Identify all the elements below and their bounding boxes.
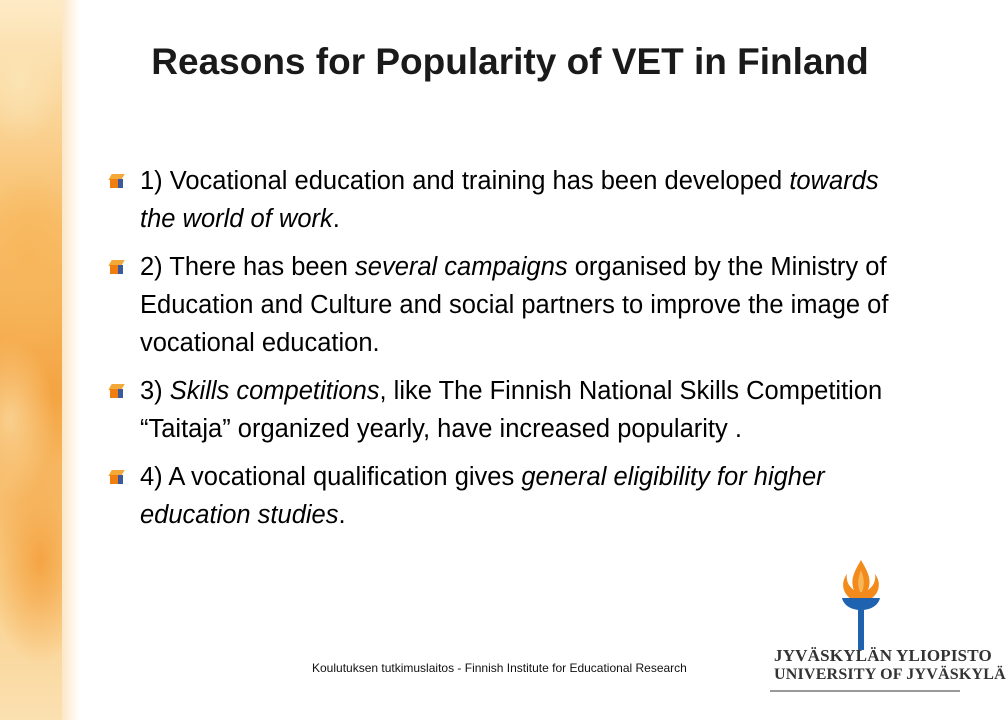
slide-title: Reasons for Popularity of VET in Finland: [151, 41, 869, 82]
bullet-emphasis: towards the world of work: [140, 167, 879, 233]
bullet-item-1: [110, 162, 910, 238]
cube-bullet-icon: [110, 174, 123, 188]
cube-bullet-icon: [110, 470, 123, 484]
cube-bullet-icon: [110, 384, 123, 398]
autumn-leaf-decoration: [0, 0, 62, 720]
bullet-list: [110, 162, 910, 544]
bullet-segment: organised by the Ministry of Education and Culture and social partners to improve the image of vocational education.: [140, 253, 889, 357]
bullet-emphasis: Skills competitions: [169, 377, 380, 405]
logo-divider: [770, 690, 960, 692]
bullet-segment: 1) Vocational education and training has been developed: [140, 167, 790, 195]
bullet-emphasis: several campaigns: [355, 253, 568, 281]
bullet-segment: 2) There has been: [140, 253, 356, 281]
footer-text: Koulutuksen tutkimuslaitos - Finnish Institute for Educational Research: [312, 661, 687, 675]
bullet-segment: .: [338, 501, 346, 529]
bullet-emphasis: general eligibility for higher education studies: [140, 463, 825, 529]
university-logo: [762, 558, 1006, 720]
cube-bullet-icon: [110, 260, 123, 274]
bullet-item-3: [110, 372, 910, 448]
logo-finnish-name: JYVÄSKYLÄN YLIOPISTO: [774, 646, 992, 665]
bullet-segment: 4) A vocational qualification gives: [140, 463, 522, 491]
bullet-segment: , like The Finnish National Skills Competition “Taitaja” organized yearly, have increased popularity .: [140, 377, 883, 443]
logo-english-name: UNIVERSITY OF JYVÄSKYLÄ: [774, 666, 1006, 683]
bullet-segment: 3): [140, 377, 170, 405]
bullet-item-4: [110, 458, 910, 534]
torch-flame-icon: [832, 558, 890, 658]
bullet-item-2: [110, 248, 910, 362]
bullet-segment: .: [332, 205, 340, 233]
